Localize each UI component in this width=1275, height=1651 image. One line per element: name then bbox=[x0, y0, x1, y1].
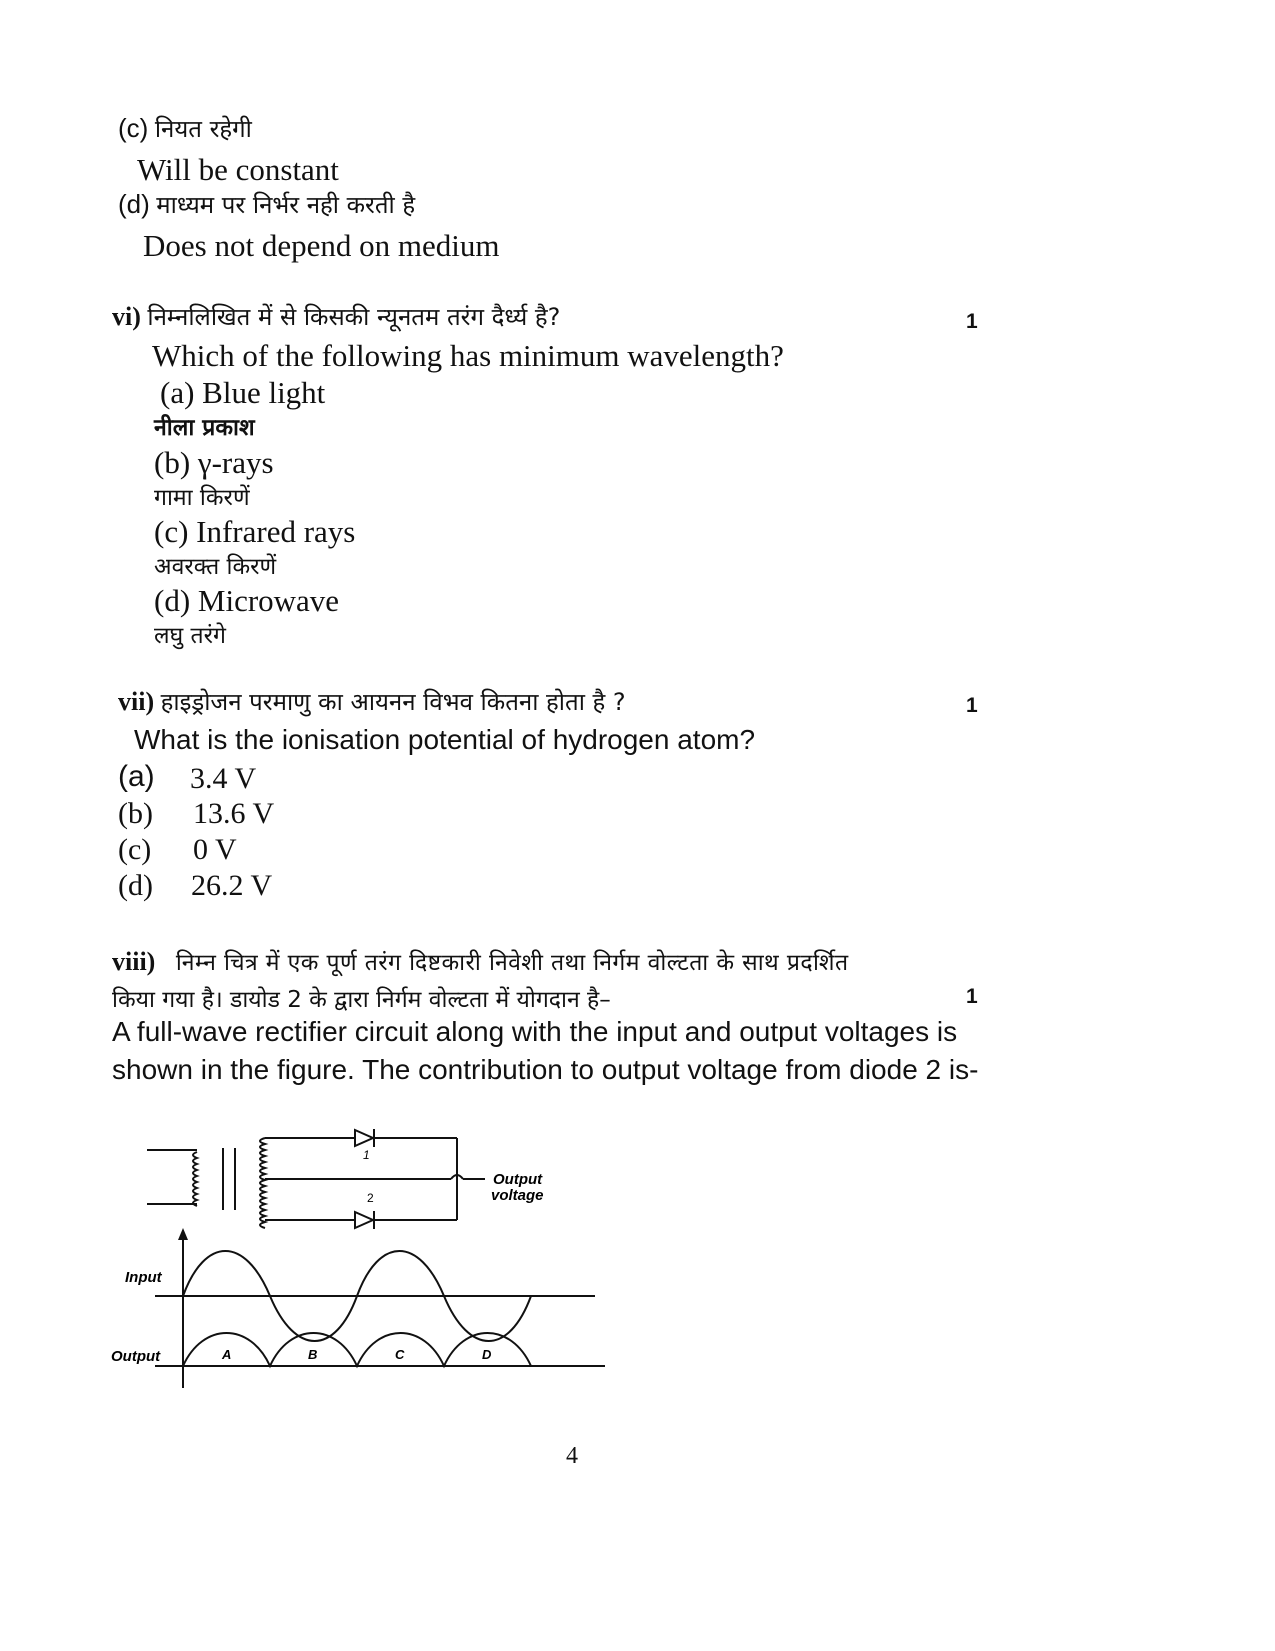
option-label: (d) bbox=[118, 189, 150, 219]
q6-option-d: (d) Microwave bbox=[154, 583, 340, 618]
option-value: 13.6 V bbox=[193, 797, 275, 830]
input-axis-label: Input bbox=[125, 1269, 162, 1286]
q6-option-a-hindi: नीला प्रकाश bbox=[154, 415, 255, 441]
axis-arrowhead bbox=[178, 1228, 188, 1240]
option-value: 3.4 V bbox=[190, 762, 257, 795]
output-axis-label: Output bbox=[111, 1348, 161, 1365]
prev-option-c bbox=[118, 112, 252, 145]
question-number: vi) bbox=[112, 302, 141, 331]
option-hindi: नियत रहेगी bbox=[154, 115, 252, 143]
option-label: (a) bbox=[118, 760, 155, 793]
question-number: viii) bbox=[112, 947, 156, 976]
q6-option-c: (c) Infrared rays bbox=[154, 514, 356, 549]
option-label: (d) bbox=[118, 869, 153, 902]
q6-option-d-hindi: लघु तरंगे bbox=[154, 623, 226, 649]
diode-2 bbox=[355, 1211, 374, 1229]
q7-option-c bbox=[118, 833, 237, 867]
question-7-hindi bbox=[118, 685, 626, 718]
prev-option-c-english: Will be constant bbox=[137, 152, 339, 187]
q6-option-b-hindi: गामा किरणें bbox=[154, 485, 250, 511]
question-8-marks: 1 bbox=[966, 985, 978, 1008]
pulse-label-b: B bbox=[308, 1347, 318, 1362]
diode-2-label: 2 bbox=[367, 1191, 374, 1205]
question-text-hindi: निम्नलिखित में से किसकी न्यूनतम तरंग दैर्ध्य है? bbox=[147, 303, 561, 331]
question-6-english: Which of the following has minimum wavelength? bbox=[152, 338, 784, 373]
question-number: vii) bbox=[118, 687, 155, 716]
pulse-label-c: C bbox=[395, 1347, 405, 1362]
secondary-coil bbox=[260, 1138, 265, 1228]
primary-coil bbox=[193, 1152, 197, 1206]
option-value: 26.2 V bbox=[191, 869, 273, 902]
output-rectified-wave bbox=[183, 1333, 531, 1366]
pulse-label-d: D bbox=[482, 1347, 492, 1362]
diode-1 bbox=[355, 1129, 374, 1147]
prev-option-d-english: Does not depend on medium bbox=[143, 228, 500, 263]
option-label: (c) bbox=[118, 113, 149, 143]
option-label: (b) bbox=[118, 797, 153, 830]
q7-option-b bbox=[118, 797, 275, 831]
q6-option-c-hindi: अवरक्त किरणें bbox=[154, 554, 277, 580]
q6-option-b: (b) γ-rays bbox=[154, 445, 274, 480]
q7-option-d bbox=[118, 869, 273, 903]
option-value: 0 V bbox=[193, 833, 237, 866]
question-6-hindi bbox=[112, 300, 560, 333]
question-8-english-line1: A full-wave rectifier circuit along with the input and output voltages is bbox=[112, 1016, 958, 1047]
question-7-marks: 1 bbox=[966, 694, 978, 717]
q6-option-a: (a) Blue light bbox=[160, 375, 326, 410]
page-number: 4 bbox=[566, 1443, 578, 1469]
rectifier-figure bbox=[105, 1118, 615, 1398]
question-text-hindi: हाइड्रोजन परमाणु का आयनन विभव कितना होता है ? bbox=[160, 688, 626, 716]
option-hindi: माध्यम पर निर्भर नही करती है bbox=[156, 191, 416, 219]
pulse-label-a: A bbox=[222, 1347, 232, 1362]
question-8-hindi-line1 bbox=[112, 945, 848, 977]
question-7-english: What is the ionisation potential of hydrogen atom? bbox=[134, 724, 756, 755]
q7-option-a bbox=[118, 760, 257, 795]
diode-1-label: 1 bbox=[363, 1148, 370, 1162]
output-label-line1: Output bbox=[493, 1171, 543, 1188]
question-8-hindi-line2: किया गया है। डायोड 2 के द्वारा निर्गम वोल्टता में योगदान है– bbox=[112, 987, 611, 1013]
question-8-english-line2: shown in the figure. The contribution to output voltage from diode 2 is- bbox=[112, 1054, 979, 1085]
prev-option-d bbox=[118, 188, 415, 221]
question-text-hindi: निम्न चित्र में एक पूर्ण तरंग दिष्टकारी निवेशी तथा निर्गम वोल्टता के साथ प्रदर्शित bbox=[175, 950, 849, 976]
output-label-line2: voltage bbox=[491, 1187, 544, 1204]
question-6-marks: 1 bbox=[966, 310, 978, 333]
option-label: (c) bbox=[118, 833, 152, 866]
